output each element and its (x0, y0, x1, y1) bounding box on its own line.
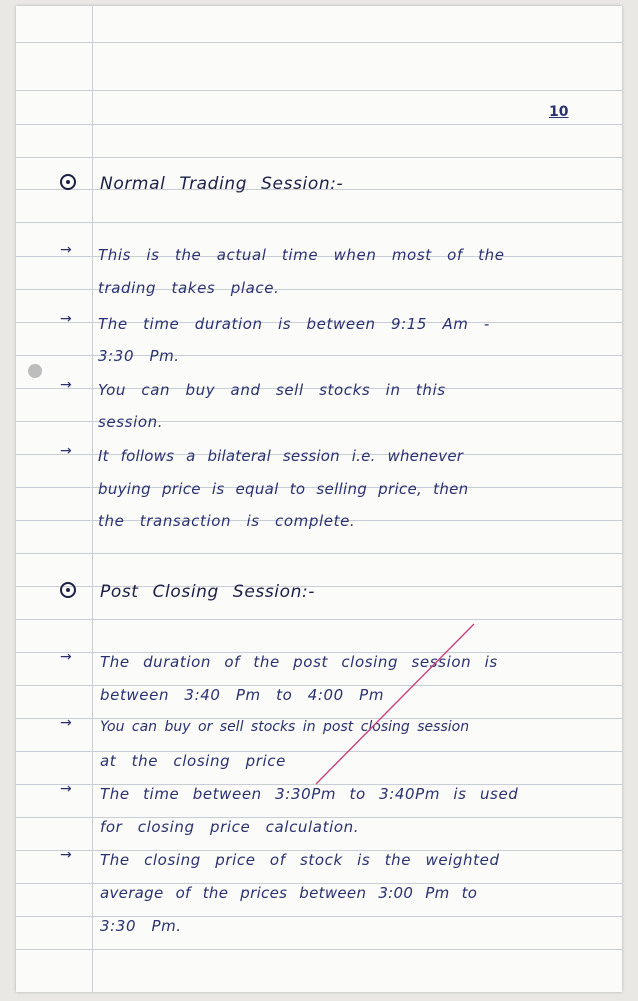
note-line: 3:30 Pm. (100, 917, 182, 935)
note-line: buying price is equal to selling price, then (98, 480, 469, 498)
section-heading: Post Closing Session:- (100, 582, 316, 602)
note-line: the transaction is complete. (98, 512, 356, 530)
arrow-right-icon: → (60, 377, 72, 393)
note-line: 3:30 Pm. (98, 347, 180, 365)
arrow-right-icon: → (60, 847, 72, 863)
note-line: You can buy or sell stocks in post closing session (100, 719, 470, 735)
strike-mark (16, 6, 622, 992)
note-line: session. (98, 413, 164, 431)
note-line: The time between 3:30Pm to 3:40Pm is used (100, 785, 519, 803)
section-heading: Normal Trading Session:- (100, 174, 344, 194)
arrow-right-icon: → (60, 715, 72, 731)
note-line: The closing price of stock is the weighted (100, 851, 500, 869)
note-line: trading takes place. (98, 279, 280, 297)
page-number: 10 (549, 104, 569, 120)
arrow-right-icon: → (60, 781, 72, 797)
note-line: It follows a bilateral session i.e. whenever (98, 447, 464, 465)
note-line: The duration of the post closing session is (100, 653, 498, 671)
note-line: at the closing price (100, 752, 286, 770)
note-line: average of the prices between 3:00 Pm to (100, 884, 478, 902)
note-line: between 3:40 Pm to 4:00 Pm (100, 686, 385, 704)
notebook-page (16, 6, 622, 992)
arrow-right-icon: → (60, 311, 72, 327)
arrow-right-icon: → (60, 443, 72, 459)
note-line: This is the actual time when most of the (98, 246, 505, 264)
note-line: for closing price calculation. (100, 818, 360, 836)
note-line: The time duration is between 9:15 Am - (98, 315, 490, 333)
arrow-right-icon: → (60, 242, 72, 258)
note-line: You can buy and sell stocks in this (98, 381, 446, 399)
arrow-right-icon: → (60, 649, 72, 665)
